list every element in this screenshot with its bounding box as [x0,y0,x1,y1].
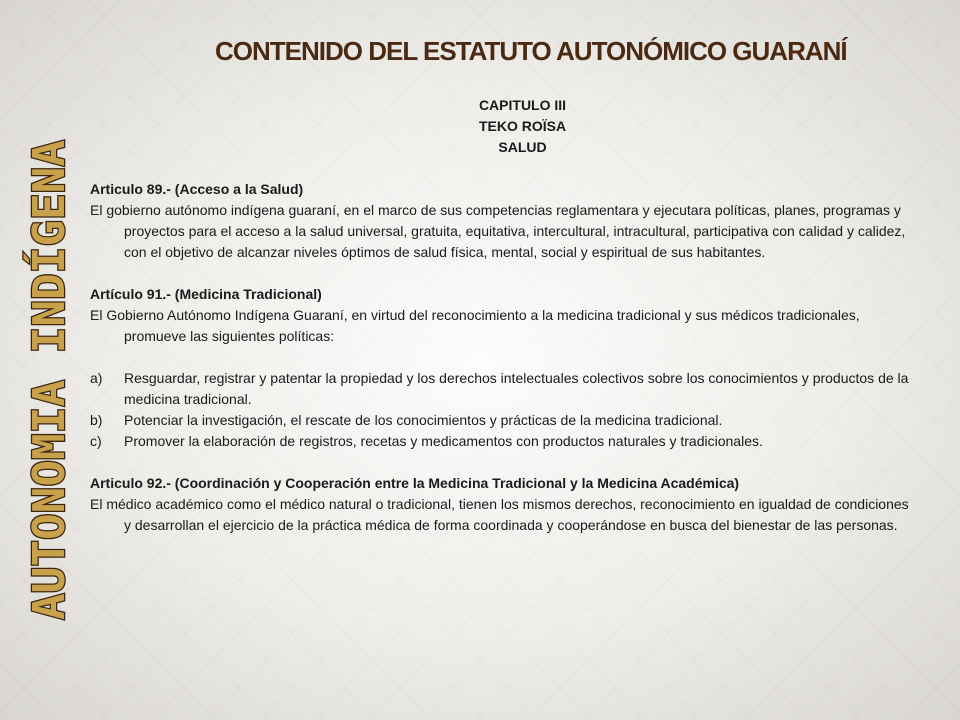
list-marker: c) [90,433,102,449]
list-item-text: Potenciar la investigación, el rescate de los conocimientos y prácticas de la medicina tradicional. [124,412,723,428]
chapter-subtitle: TEKO ROÏSA [478,118,567,134]
list-marker: a) [90,370,103,386]
article-92-body: El médico académico como el médico natural o tradicional, tienen los mismos derechos, reconocimiento en igualdad de condiciones y desarrollan el ejercicio de la práctica médica de forma coordinada y cooperándose en busca del bienestar de las personas. [90,496,909,533]
list-item-text: Promover la elaboración de registros, recetas y medicamentos con productos naturales y tradicionales. [124,433,763,449]
list-item [90,431,915,452]
list-item-text: Resguardar, registrar y patentar la propiedad y los derechos intelectuales colectivos sobre los conocimientos y productos de la medicina tradicional. [124,370,909,407]
chapter-heading: CAPITULO III [478,97,567,113]
list-item [90,368,915,410]
article-89-title: Articulo 89.- (Acceso a la Salud) [90,181,304,197]
list-item [90,410,915,431]
article-91-title: Artículo 91.- (Medicina Tradicional) [90,286,322,302]
document-body [90,95,915,536]
article-92-title: Articulo 92.- (Coordinación y Cooperación entre la Medicina Tradicional y la Medicina Académica) [90,475,740,491]
autonomia-indigena-banner [20,130,78,630]
article-89-body: El gobierno autónomo indígena guaraní, en el marco de sus competencias reglamentara y ejecutara políticas, planes, programas y proyectos para el acceso a la salud universal, gratuita, equitativa, intercultural, intracultural, participativa con calidad y calidez, con el objetivo de alcanzar niveles óptimos de salud física, mental, social y espiritual de sus habitantes. [90,202,906,260]
list-marker: b) [90,412,103,428]
side-banner-text: AUTONOMIA INDÍGENA [24,143,75,620]
article-91-body: El Gobierno Autónomo Indígena Guaraní, en virtud del reconocimiento a la medicina tradicional y sus médicos tradicionales, promueve las siguientes políticas: [90,307,860,344]
page-title: CONTENIDO DEL ESTATUTO AUTONÓMICO GUARANÍ [215,36,847,66]
chapter-topic: SALUD [498,139,547,155]
